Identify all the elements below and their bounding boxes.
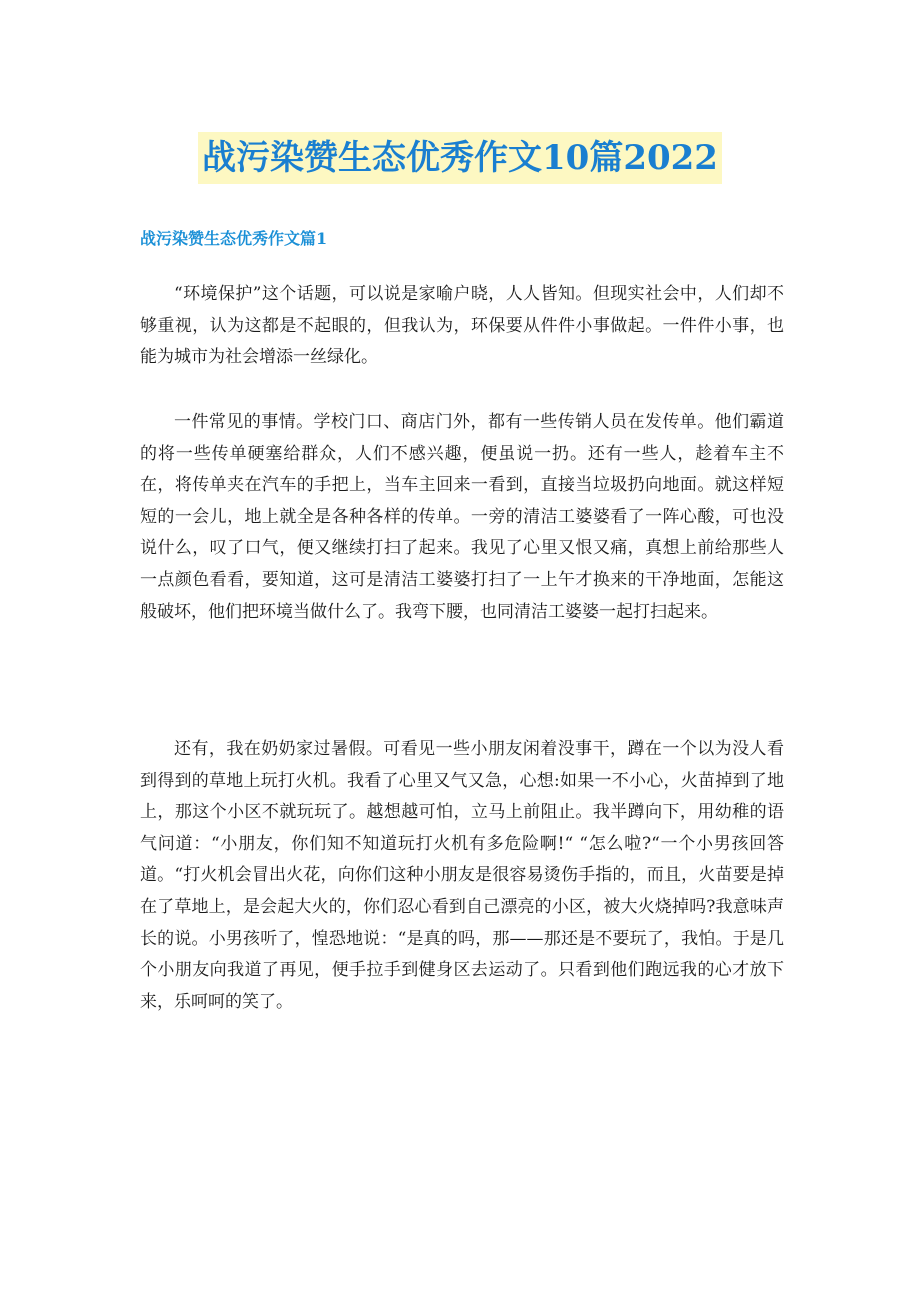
- title-container: [0, 132, 920, 184]
- paragraph-1: “环境保护”这个话题，可以说是家喻户晓，人人皆知。但现实社会中，人们却不够重视，认为这都是不起眼的，但我认为，环保要从件件小事做起。一件件小事，也能为城市为社会增添一丝绿化。: [140, 284, 784, 368]
- section-heading: 战污染赞生态优秀作文篇1: [140, 229, 328, 248]
- paragraph-2: 一件常见的事情。学校门口、商店门外，都有一些传销人员在发传单。他们霸道的将一些传单硬塞给群众，人们不感兴趣，便虽说一扔。还有一些人，趁着车主不在，将传单夹在汽车的手把上，当车主回来一看到，直接当垃圾扔向地面。就这样短短的一会儿，地上就全是各种各样的传单。一旁的清洁工婆婆看了一阵心酸，可也没说什么，叹了口气，便又继续打扫了起来。我见了心里又恨又痛，真想上前给那些人一点颜色看看，要知道，这可是清洁工婆婆打扫了一上午才换来的干净地面，怎能这般破坏，他们把环境当做什么了。我弯下腰，也同清洁工婆婆一起打扫起来。: [140, 412, 784, 622]
- paragraph-3: 还有，我在奶奶家过暑假。可看见一些小朋友闲着没事干，蹲在一个以为没人看到得到的草地上玩打火机。我看了心里又气又急，心想:如果一不小心，火苗掉到了地上，那这个小区不就玩玩了。越想越可怕，立马上前阻止。我半蹲向下，用幼稚的语气问道：“小朋友，你们知不知道玩打火机有多危险啊!“ “怎么啦?“一个小男孩回答道。“打火机会冒出火花，向你们这种小朋友是很容易烫伤手指的，而且，火苗要是掉在了草地上，是会起大火的，你们忍心看到自己漂亮的小区，被大火烧掉吗?我意味声长的说。小男孩听了，惶恐地说：“是真的吗，那——那还是不要玩了，我怕。于是几个小朋友向我道了再见，便手拉手到健身区去运动了。只看到他们跑远我的心才放下来，乐呵呵的笑了。: [140, 739, 784, 1012]
- document-title: 战污染赞生态优秀作文10篇2022: [198, 132, 722, 184]
